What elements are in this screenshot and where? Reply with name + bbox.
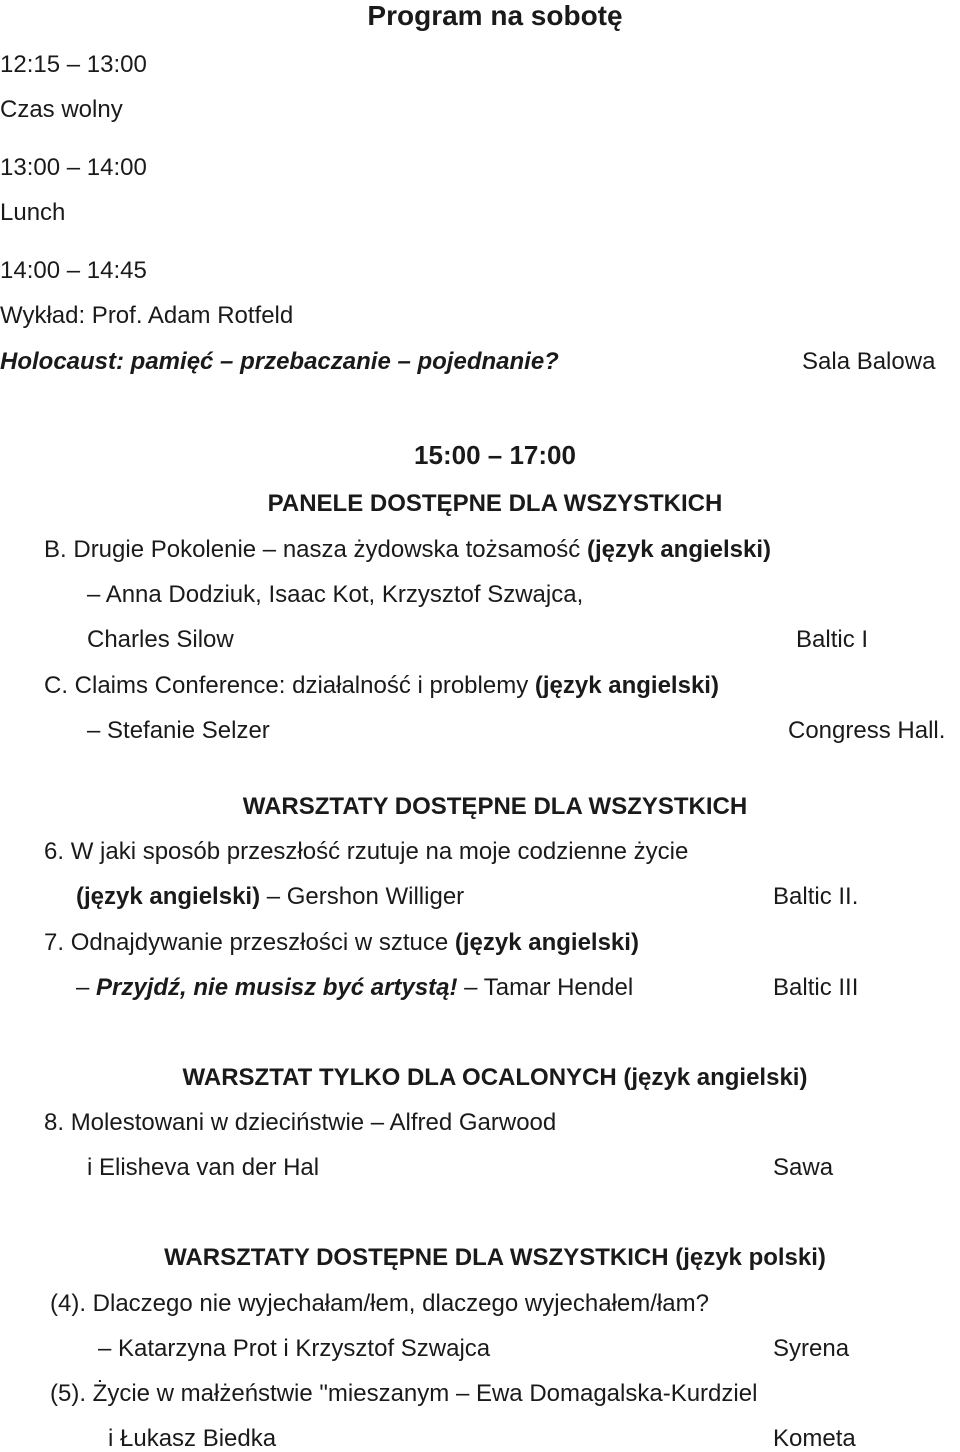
lecture-subtitle: Holocaust: pamięć – przebaczanie – pojednanie? bbox=[0, 348, 559, 375]
panel-title: Claims Conference: działalność i problemy bbox=[74, 672, 529, 699]
session-time: 14:00 – 14:45 bbox=[0, 257, 147, 284]
workshop-6-line bbox=[44, 840, 688, 864]
workshop-title: Odnajdywanie przeszłości w sztuce bbox=[70, 929, 449, 956]
session-label: Czas wolny bbox=[0, 96, 123, 123]
session-time: 12:15 – 13:00 bbox=[0, 51, 147, 78]
item-number: (4). bbox=[50, 1290, 86, 1317]
room-label: Baltic II. bbox=[773, 883, 859, 910]
panel-speakers: – Anna Dodziuk, Isaac Kot, Krzysztof Szwajca, bbox=[87, 581, 584, 608]
workshops-header: WARSZTATY DOSTĘPNE DLA WSZYSTKICH bbox=[242, 793, 748, 820]
page-title: Program na sobotę bbox=[367, 0, 623, 31]
item-number: 7. bbox=[44, 929, 65, 956]
workshop-speakers: – Gershon Williger bbox=[266, 883, 465, 910]
room-label: Baltic I bbox=[796, 626, 869, 653]
workshop-speakers: – Tamar Hendel bbox=[464, 974, 634, 1001]
language-tag: (język angielski) bbox=[76, 883, 261, 910]
workshop-title: W jaki sposób przeszłość rzutuje na moje codzienne życie bbox=[70, 838, 689, 865]
panel-title: Drugie Pokolenie – nasza żydowska tożsamość bbox=[73, 536, 581, 563]
session-label: Lunch bbox=[0, 199, 66, 226]
language-tag: (język angielski) bbox=[454, 929, 639, 956]
lecture-title: Wykład: Prof. Adam Rotfeld bbox=[0, 302, 294, 329]
panels-header: PANELE DOSTĘPNE DLA WSZYSTKICH bbox=[267, 490, 723, 517]
item-number: (5). bbox=[50, 1380, 86, 1407]
room-label: Syrena bbox=[773, 1335, 850, 1362]
item-number: B. bbox=[44, 536, 67, 563]
panel-c-line bbox=[44, 674, 719, 698]
survivors-header: WARSZTAT TYLKO DLA OCALONYCH (język angielski) bbox=[182, 1064, 808, 1091]
panel-b-line bbox=[44, 538, 771, 562]
session-time: 13:00 – 14:00 bbox=[0, 154, 147, 181]
workshop-5-line bbox=[50, 1382, 757, 1406]
item-number: C. bbox=[44, 672, 68, 699]
workshop-8-line bbox=[44, 1111, 556, 1135]
room-label: Sawa bbox=[773, 1154, 834, 1181]
panel-speakers: Charles Silow bbox=[87, 626, 234, 653]
workshop-speakers: i Elisheva van der Hal bbox=[87, 1154, 320, 1181]
workshop-7-line bbox=[44, 931, 639, 955]
item-number: 8. bbox=[44, 1109, 65, 1136]
item-number: 6. bbox=[44, 838, 65, 865]
workshop-title: Molestowani w dzieciństwie – Alfred Garwood bbox=[70, 1109, 557, 1136]
workshop-speakers: – Katarzyna Prot i Krzysztof Szwajca bbox=[98, 1335, 491, 1362]
workshop-4-line bbox=[50, 1292, 709, 1316]
panel-speakers: – Stefanie Selzer bbox=[87, 717, 270, 744]
workshop-speakers: i Łukasz Biedka bbox=[108, 1425, 277, 1452]
room-label: Kometa bbox=[773, 1425, 856, 1452]
workshop-6-line2 bbox=[76, 885, 464, 909]
polish-workshops-header: WARSZTATY DOSTĘPNE DLA WSZYSTKICH (język polski) bbox=[164, 1244, 826, 1271]
room-label: Congress Hall. bbox=[788, 717, 946, 744]
language-tag: (język angielski) bbox=[534, 672, 719, 699]
workshop-subtitle: Przyjdź, nie musisz być artystą! bbox=[96, 974, 458, 1001]
room-label: Baltic III bbox=[773, 974, 859, 1001]
dash: – bbox=[76, 974, 90, 1001]
language-tag: (język angielski) bbox=[586, 536, 772, 563]
block-time: 15:00 – 17:00 bbox=[414, 440, 576, 470]
workshop-7-line2 bbox=[76, 976, 633, 1000]
room-label: Sala Balowa bbox=[802, 348, 936, 375]
workshop-title: Życie w małżeństwie "mieszanym – Ewa Domagalska-Kurdziel bbox=[92, 1380, 758, 1407]
workshop-title: Dlaczego nie wyjechałam/łem, dlaczego wyjechałem/łam? bbox=[92, 1290, 709, 1317]
